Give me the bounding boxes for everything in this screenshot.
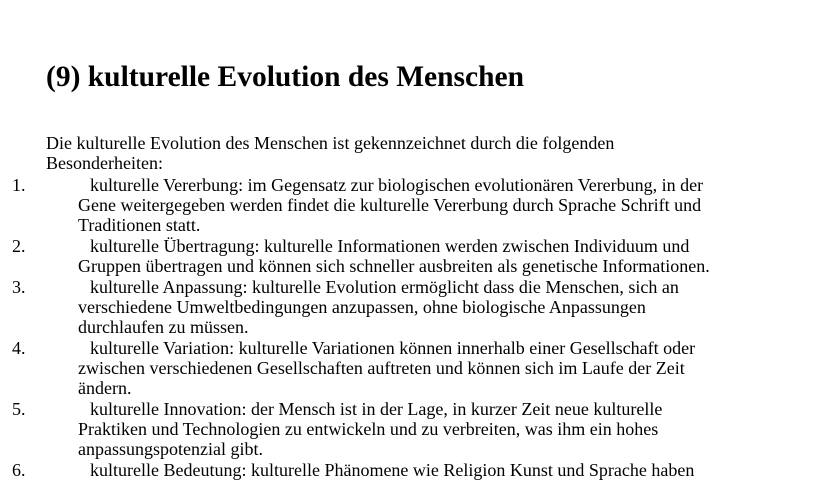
- list-item: [0, 460, 828, 480]
- list-item-line: kulturelle Bedeutung: kulturelle Phänomene wie Religion Kunst und Sprache haben: [90, 460, 695, 480]
- intro-line: Die kulturelle Evolution des Menschen ist gekennzeichnet durch die folgenden: [46, 133, 615, 153]
- list-item: [0, 277, 828, 337]
- list-item-number: 2.: [12, 236, 26, 256]
- list-item-number: 5.: [12, 399, 26, 419]
- list-item-number: 4.: [12, 338, 26, 358]
- list-item-line: kulturelle Vererbung: im Gegensatz zur biologischen evolutionären Vererbung, in der: [90, 175, 704, 195]
- list-item-line: durchlaufen zu müssen.: [78, 317, 249, 337]
- list-item-line: kulturelle Innovation: der Mensch ist in der Lage, in kurzer Zeit neue kulturelle: [90, 399, 663, 419]
- list-item-number: 6.: [12, 460, 26, 480]
- intro-line: Besonderheiten:: [46, 153, 163, 173]
- list-item-line: kulturelle Variation: kulturelle Variationen können innerhalb einer Gesellschaft oder: [90, 338, 696, 358]
- list-item-line: Gruppen übertragen und können sich schneller ausbreiten als genetische Informationen.: [78, 256, 710, 276]
- list-item-number: 3.: [12, 277, 26, 297]
- list-item: [0, 338, 828, 398]
- list-item-line: kulturelle Übertragung: kulturelle Informationen werden zwischen Individuum und: [90, 236, 690, 256]
- page-title: (9) kulturelle Evolution des Menschen: [46, 61, 525, 93]
- numbered-list: [0, 175, 828, 481]
- list-item: [0, 236, 828, 276]
- list-item: [0, 399, 828, 459]
- list-item-number: 1.: [12, 175, 26, 195]
- list-item-line: ändern.: [78, 378, 132, 398]
- list-item-line: zwischen verschiedenen Gesellschaften auftreten und können sich im Laufe der Zeit: [78, 358, 685, 378]
- list-item: [0, 175, 828, 235]
- list-item-line: verschiedene Umweltbedingungen anzupassen, ohne biologische Anpassungen: [78, 297, 646, 317]
- list-item-line: Gene weitergegeben werden findet die kulturelle Vererbung durch Sprache Schrift und: [78, 195, 702, 215]
- list-item-line: Praktiken und Technologien zu entwickeln und zu verbreiten, was ihm ein hohes: [78, 419, 659, 439]
- list-item-line: Traditionen statt.: [78, 215, 201, 235]
- intro-paragraph: [46, 133, 746, 173]
- list-item-line: anpassungspotenzial gibt.: [78, 439, 263, 459]
- list-item-line: kulturelle Anpassung: kulturelle Evolution ermöglicht dass die Menschen, sich an: [90, 277, 679, 297]
